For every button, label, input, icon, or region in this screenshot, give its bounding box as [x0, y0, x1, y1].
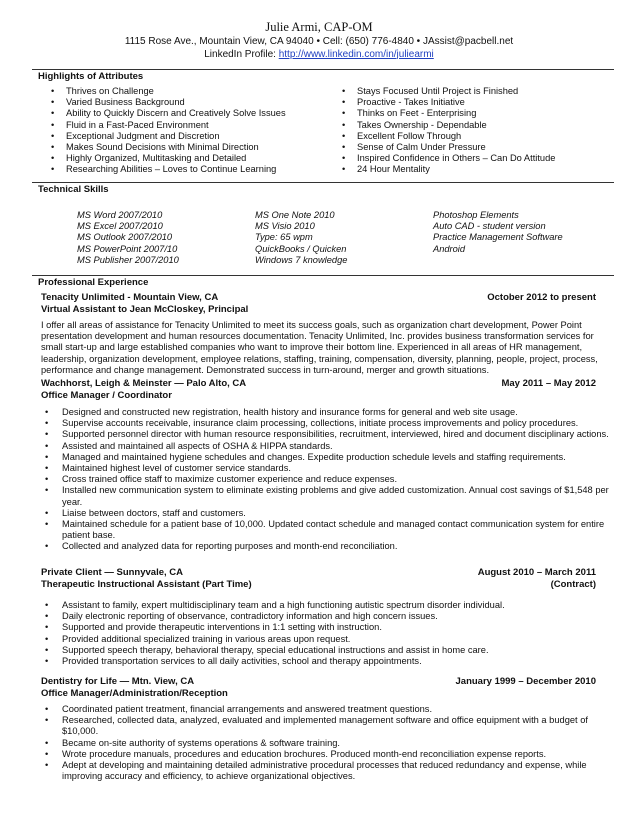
- job-bullet: • Liaise between doctors, staff and customers.: [41, 508, 611, 519]
- highlight-item: • Excellent Follow Through: [339, 131, 609, 142]
- divider: [32, 182, 614, 183]
- job-bullets: [41, 704, 611, 782]
- highlight-item: • Thinks on Feet - Enterprising: [339, 108, 609, 119]
- job-bullet: • Researched, collected data, analyzed, evaluated and implemented management software and office equipment with a budget of $10,000.: [41, 715, 611, 737]
- job-bullet: • Designed and constructed new registration, health history and insurance forms for general and web site usage.: [41, 407, 611, 418]
- highlight-item: • 24 Hour Mentality: [339, 164, 609, 175]
- skill-item: MS Publisher 2007/2010: [77, 254, 179, 265]
- highlight-item: • Sense of Calm Under Pressure: [339, 142, 609, 153]
- skill-item: MS One Note 2010: [255, 210, 335, 220]
- job-header: [41, 292, 596, 315]
- highlight-item: • Exceptional Judgment and Discretion: [48, 131, 338, 142]
- highlight-item: • Stays Focused Until Project is Finished: [339, 86, 609, 97]
- highlight-item: • Makes Sound Decisions with Minimal Direction: [48, 142, 338, 153]
- highlight-item: • Highly Organized, Multitasking and Detailed: [48, 153, 338, 164]
- job-bullet: • Installed new communication system to eliminate existing problems and give added customization. Annual cost savings of $1,548 per year.: [41, 485, 611, 507]
- skill-item: Type: 65 wpm: [255, 232, 313, 243]
- job-bullet: • Collected and analyzed data for reporting purposes and month-end reconciliation.: [41, 541, 611, 552]
- job-company: Wachhorst, Leigh & Meinster — Palo Alto, CA: [41, 378, 247, 389]
- highlight-item: • Proactive - Takes Initiative: [339, 97, 609, 108]
- contact-line: 1115 Rose Ave., Mountain View, CA 94040 • Cell: (650) 776-4840 • JAssist@pacbell.net: [124, 36, 514, 47]
- skill-item: Practice Management Software: [433, 232, 563, 243]
- skills-column-2: [255, 210, 347, 266]
- highlight-item: • Takes Ownership - Dependable: [339, 120, 609, 131]
- job-company: Private Client — Sunnyvale, CA: [41, 567, 184, 578]
- experience-heading: Professional Experience: [38, 277, 149, 288]
- skill-item: MS Visio 2010: [255, 221, 315, 232]
- job-role: Therapeutic Instructional Assistant (Part Time): [41, 578, 252, 590]
- skill-item: Auto CAD - student version: [433, 221, 546, 232]
- linkedin-label: LinkedIn Profile:: [204, 48, 279, 60]
- skills-heading: Technical Skills: [38, 184, 109, 195]
- job-bullet: • Maintained schedule for a patient base of 10,000. Updated contact schedule and managed contact communication system for entire patient base.: [41, 519, 611, 541]
- job-bullet: • Assisted and maintained all aspects of OSHA & HIPPA standards.: [41, 441, 611, 452]
- job-dates: May 2011 – May 2012: [501, 378, 596, 389]
- job-bullet: • Assistant to family, expert multidisciplinary team and a high functioning autistic spectrum disorder individual.: [41, 600, 611, 611]
- skill-item: Photoshop Elements: [433, 210, 519, 220]
- job-contract-label: (Contract): [550, 578, 596, 590]
- job-role: Office Manager / Coordinator: [41, 389, 172, 401]
- linkedin-line: [0, 49, 638, 62]
- job-bullet: • Adept at developing and maintaining detailed administrative procedural processes that reduced redundancy and expense, while improving accuracy and efficiency, to achieve organizational objectives.: [41, 760, 611, 782]
- job-bullet: • Provided transportation services to all daily activities, school and therapy appointments.: [41, 656, 611, 667]
- job-bullet: • Maintained highest level of customer service standards.: [41, 463, 611, 474]
- highlight-item: • Fluid in a Fast-Paced Environment: [48, 120, 338, 131]
- candidate-name: Julie Armi, CAP-OM: [265, 20, 373, 34]
- job-bullets: [41, 600, 611, 667]
- job-role: Office Manager/Administration/Reception: [41, 687, 228, 699]
- job-header: [41, 378, 596, 401]
- job-company: Tenacity Unlimited - Mountain View, CA: [41, 292, 219, 303]
- skill-item: MS PowerPoint 2007/10: [77, 243, 178, 254]
- job-dates: October 2012 to present: [487, 292, 596, 303]
- highlight-item: • Ability to Quickly Discern and Creatively Solve Issues: [48, 108, 338, 119]
- job-bullet: • Coordinated patient treatment, financial arrangements and answered treatment questions.: [41, 704, 611, 715]
- skills-column-1: [77, 210, 179, 266]
- skill-item: QuickBooks / Quicken: [255, 243, 347, 254]
- job-role: Virtual Assistant to Jean McCloskey, Principal: [41, 303, 249, 315]
- skill-item: MS Excel 2007/2010: [77, 221, 163, 232]
- job-bullet: • Supervise accounts receivable, insurance claim processing, collections, initiate process improvements and policy procedures.: [41, 418, 611, 429]
- job-bullet: • Provided additional specialized training in various areas upon request.: [41, 634, 611, 645]
- contact-block: [0, 36, 638, 61]
- highlight-item: • Thrives on Challenge: [48, 86, 338, 97]
- job-bullet: • Managed and maintained hygiene schedules and changes. Expedite production schedule levels and staffing requirements.: [41, 452, 611, 463]
- skill-item: MS Word 2007/2010: [77, 210, 163, 220]
- job-bullet: • Supported and provide therapeutic interventions in 1:1 setting with instruction.: [41, 622, 611, 633]
- divider: [32, 275, 614, 276]
- job-bullet: • Became on-site authority of systems operations & software training.: [41, 738, 611, 749]
- divider: [32, 69, 614, 70]
- job-bullets: [41, 407, 611, 553]
- job-bullet: • Daily electronic reporting of observance, contradictory information and high concern issues.: [41, 611, 611, 622]
- job-header: [41, 676, 596, 699]
- job-header: [41, 567, 596, 590]
- highlight-item: • Researching Abilities – Loves to Continue Learning: [48, 164, 338, 175]
- skill-item: Android: [433, 243, 466, 254]
- job-summary: I offer all areas of assistance for Tenacity Unlimited to meet its success goals, such as organization chart development, Power Point presentation development and human resources documentation. Tenacity Unlimited, Inc. provides business transformation services for small start-up and large established companies who want to improve their bottom line. Experienced in all areas of HR management, leadership, organization development, employee relations, staffing, training, compensation, diversity, planning, people, project, process, performance and change management. Demonstrated success in turn-around, merger and growth situations.: [41, 320, 598, 375]
- linkedin-link[interactable]: http://www.linkedin.com/in/juliearmi: [278, 48, 434, 60]
- highlights-right-list: [339, 86, 609, 176]
- skill-item: Windows 7 knowledge: [255, 254, 348, 265]
- highlights-left-list: [48, 86, 338, 176]
- job-company: Dentistry for Life — Mtn. View, CA: [41, 676, 195, 687]
- job-bullet: • Cross trained office staff to maximize customer experience and reduce expenses.: [41, 474, 611, 485]
- highlights-heading: Highlights of Attributes: [38, 71, 144, 82]
- job-bullet: • Supported speech therapy, behavioral therapy, special educational instructions and assist in home care.: [41, 645, 611, 656]
- highlight-item: • Varied Business Background: [48, 97, 338, 108]
- skill-item: MS Outlook 2007/2010: [77, 232, 173, 243]
- job-dates: January 1999 – December 2010: [455, 676, 596, 687]
- highlight-item: • Inspired Confidence in Others – Can Do Attitude: [339, 153, 609, 164]
- job-dates: August 2010 – March 2011: [477, 567, 596, 578]
- skills-column-3: [433, 210, 563, 255]
- job-bullet: • Wrote procedure manuals, procedures and education brochures. Produced month-end reconciliation expense reports.: [41, 749, 611, 760]
- job-bullet: • Supported personnel director with human resource responsibilities, recruitment, interviewed, hired and document disciplinary actions.: [41, 429, 611, 440]
